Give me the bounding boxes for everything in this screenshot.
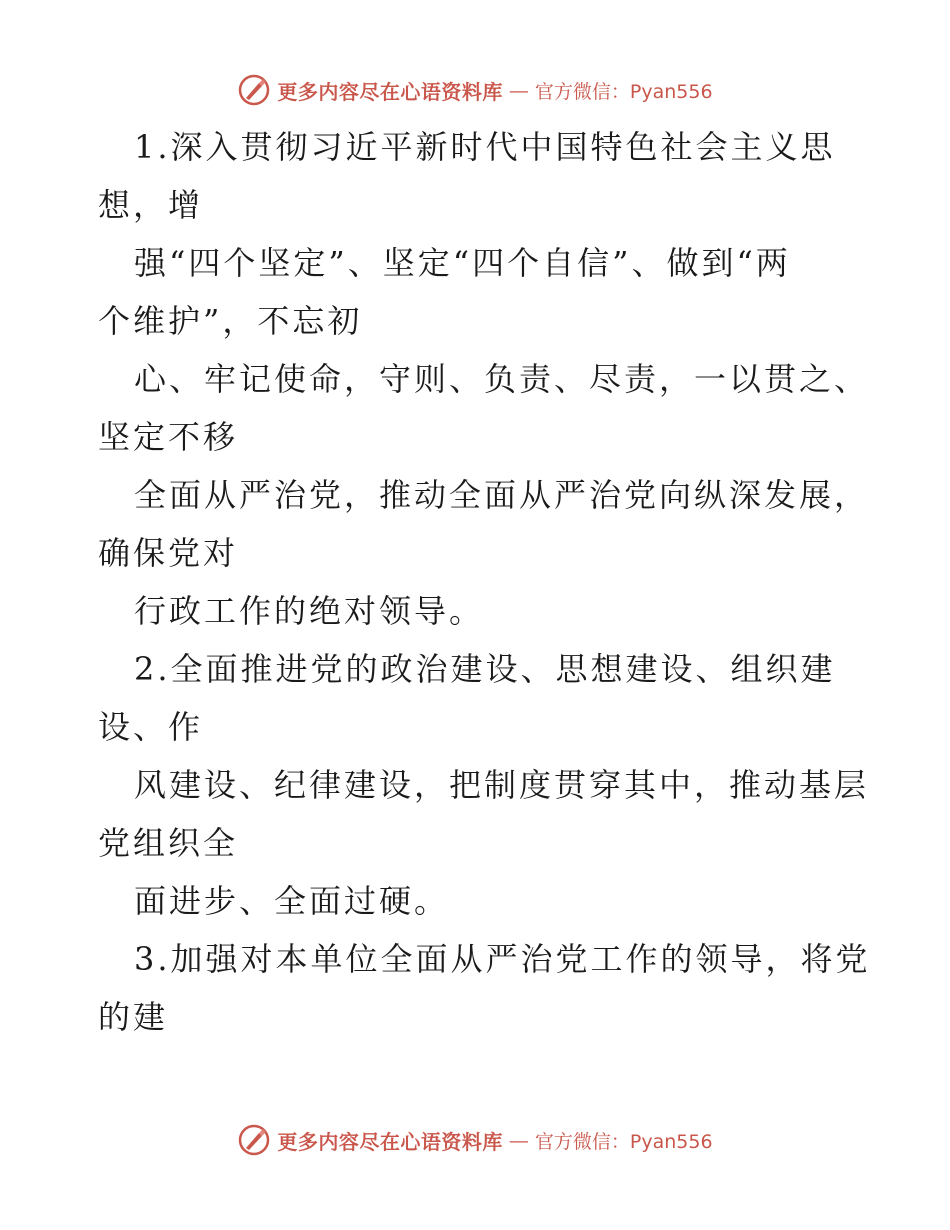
header-contact-text: 官方微信：Pyan556 bbox=[534, 80, 713, 103]
text-line: 1.深入贯彻习近平新时代中国特色社会主义思 bbox=[134, 128, 836, 166]
text-line: 确保党对 bbox=[98, 534, 239, 572]
footer-dash: — bbox=[508, 1128, 529, 1152]
text-line: 行政工作的绝对领导。 bbox=[134, 592, 485, 630]
text-line: 想，增 bbox=[98, 186, 204, 224]
header-dash: — bbox=[508, 78, 529, 102]
text-line: 强“四个坚定”、坚定“四个自信”、做到“两 bbox=[134, 244, 791, 282]
text-line: 坚定不移 bbox=[98, 418, 239, 456]
text-line: 全面从严治党，推动全面从严治党向纵深发展， bbox=[134, 476, 870, 514]
text-line: 党组织全 bbox=[98, 824, 239, 862]
text-line: 面进步、全面过硬。 bbox=[134, 882, 450, 920]
footer-watermark bbox=[0, 1120, 950, 1160]
text-line: 个维护”，不忘初 bbox=[98, 302, 363, 340]
pen-logo-icon bbox=[237, 73, 271, 107]
footer-contact-text: 官方微信：Pyan556 bbox=[534, 1130, 713, 1153]
text-line: 设、作 bbox=[98, 708, 204, 746]
header-watermark bbox=[0, 70, 950, 110]
pen-logo-icon bbox=[237, 1123, 271, 1157]
text-line: 心、牢记使命，守则、负责、尽责，一以贯之、 bbox=[134, 360, 870, 398]
text-line: 的建 bbox=[98, 998, 169, 1036]
text-line: 2.全面推进党的政治建设、思想建设、组织建 bbox=[134, 650, 836, 688]
text-line: 风建设、纪律建设，把制度贯穿其中，推动基层 bbox=[134, 766, 870, 804]
footer-site-text: 更多内容尽在心语资料库 bbox=[277, 1129, 503, 1154]
header-site-text: 更多内容尽在心语资料库 bbox=[277, 79, 503, 104]
document-body bbox=[98, 118, 871, 1046]
text-line: 3.加强对本单位全面从严治党工作的领导，将党 bbox=[134, 940, 871, 978]
